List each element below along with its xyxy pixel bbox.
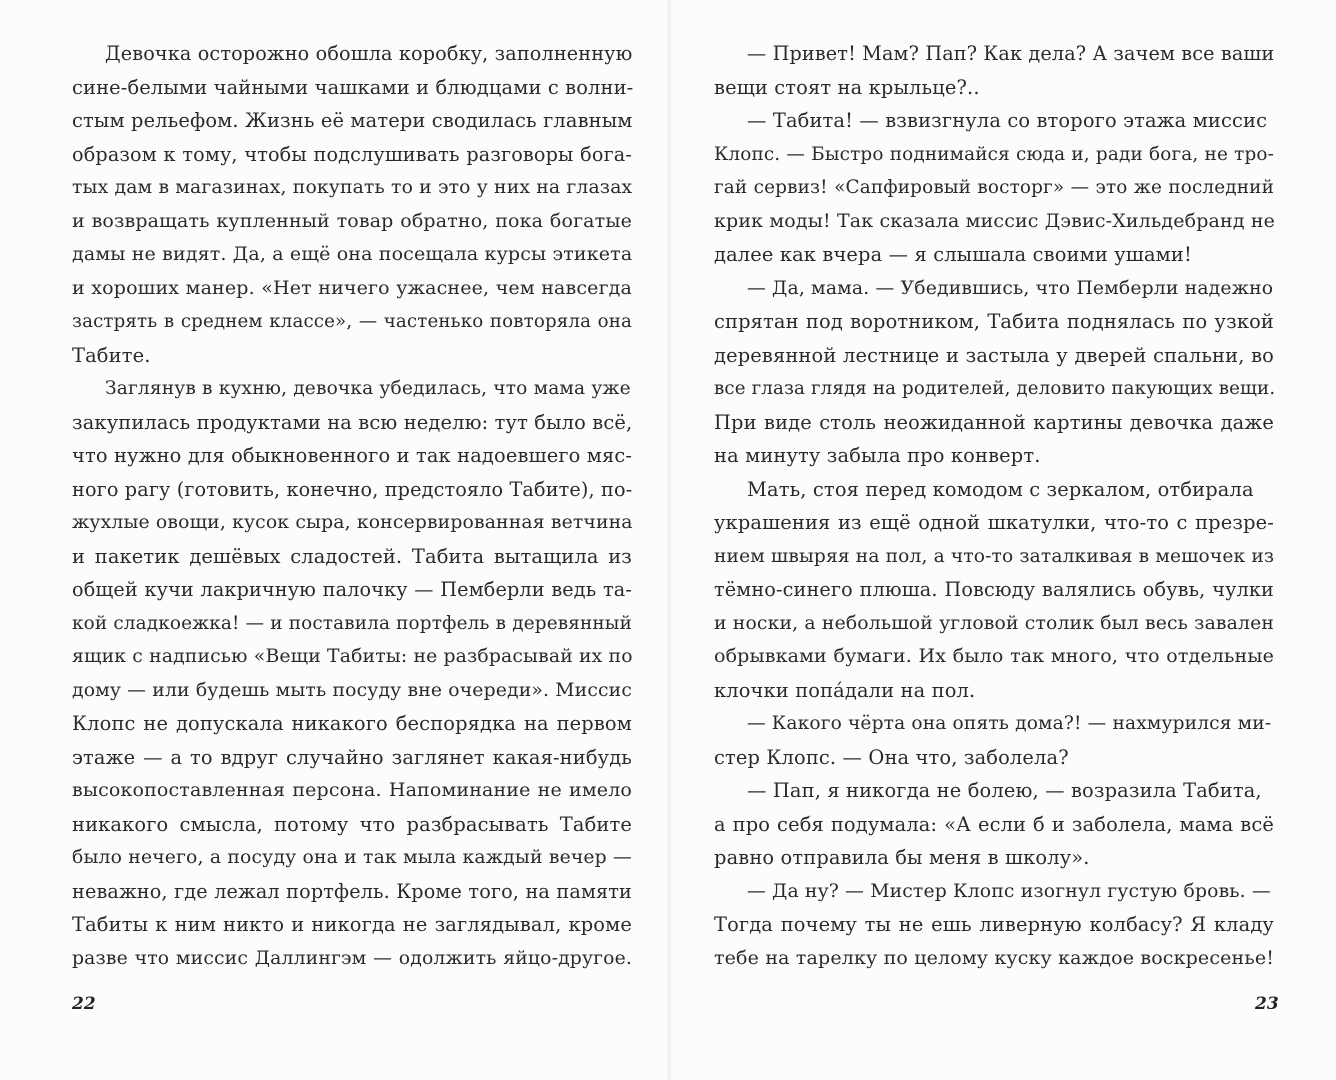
text-line: Мать, стоя перед комодом с зеркалом, отбирала xyxy=(747,477,1254,501)
text-line: а про себя подумала: «А если б и заболела, мама всё xyxy=(714,812,1274,836)
text-line: образом к тому, чтобы подслушивать разговоры бога- xyxy=(72,142,632,166)
text-line: было нечего, а посуду она и так мыла каждый вечер — xyxy=(72,847,632,868)
text-line: Девочка осторожно обошла коробку, заполненную xyxy=(105,42,633,65)
text-line: — Какого чёрта она опять дома?! — нахмурился ми- xyxy=(747,713,1272,734)
text-line: никакого смысла, потому что разбрасывать Табите xyxy=(72,812,632,836)
text-line: стер Клопс. — Она что, заболела? xyxy=(714,745,1069,769)
text-line: и хороших манер. «Нет ничего ужаснее, чем навсегда xyxy=(72,276,632,299)
page-number-right: 23 xyxy=(1255,994,1279,1014)
text-line: далее как вчера — я слышала своими ушами! xyxy=(714,243,1192,266)
page-number-left: 22 xyxy=(72,994,96,1014)
text-line: гай сервиз! «Сапфировый восторг» — это же последний xyxy=(714,177,1274,198)
text-line: общей кучи лакричную палочку — Пемберли ведь та- xyxy=(72,578,632,601)
text-line: — Табита! — взвизгнула со второго этажа миссис xyxy=(747,109,1268,132)
text-line: жухлые овощи, кусок сыра, консервированная ветчина xyxy=(72,512,633,533)
text-line: на минуту забыла про конверт. xyxy=(714,444,1041,467)
text-line: разве что миссис Даллингэм — одолжить яйцо-другое. xyxy=(72,947,632,969)
text-line: тых дам в магазинах, покупать то и это у них на глазах xyxy=(72,177,633,198)
text-line: неважно, где лежал портфель. Кроме того, на памяти xyxy=(72,879,632,903)
text-line: спрятан под воротником, Табита поднялась по узкой xyxy=(714,310,1274,333)
text-line: сине-белыми чайными чашками и блюдцами с волни- xyxy=(72,75,634,99)
text-line: этаже — а то вдруг случайно заглянет какая-нибудь xyxy=(72,745,632,769)
text-line: обрывками бумаги. Их было так много, что отдельные xyxy=(714,645,1274,667)
text-line: стым рельефом. Жизнь её матери сводилась главным xyxy=(72,109,633,132)
text-line: дамы не видят. Да, а ещё она посещала курсы этикета xyxy=(72,243,633,265)
text-line: Заглянув в кухню, девочка убедилась, что мама уже xyxy=(105,378,631,399)
text-line: тебе на тарелку по целому куску каждое воскресенье! xyxy=(714,946,1274,969)
text-line: клочки попа́дали на пол. xyxy=(714,678,976,702)
text-line: закупилась продуктами на всю неделю: тут было всё, xyxy=(72,410,633,434)
text-line: Тогда почему ты не ешь ливерную колбасу? Я кладу xyxy=(714,913,1274,936)
text-line: и возвращать купленный товар обратно, пока богатые xyxy=(72,209,632,232)
right-page xyxy=(714,37,1274,975)
text-line: ящик с надписью «Вещи Табиты: не разбрасывай их по xyxy=(72,646,633,667)
text-line: ного рагу (готовить, конечно, предстояло Табите), по- xyxy=(72,477,633,501)
text-line: Клопс не допускала никакого беспорядка на первом xyxy=(72,712,632,735)
text-line: — Привет! Мам? Пап? Как дела? А зачем все ваши xyxy=(747,42,1275,65)
book-gutter xyxy=(666,0,672,1080)
text-line: украшения из ещё одной шкатулки, что-то с презре- xyxy=(714,511,1274,534)
text-line: крик моды! Так сказала миссис Дэвис-Хильдебранд не xyxy=(714,209,1276,232)
text-line: застрять в среднем классе», — частенько повторяла она xyxy=(72,311,632,332)
text-line: нием швыряя на пол, а что-то заталкивая в мешочек из xyxy=(714,545,1275,567)
text-line: Табите. xyxy=(72,343,151,367)
text-line: и пакетик дешёвых сладостей. Табита вытащила из xyxy=(72,544,632,568)
left-page xyxy=(72,37,632,975)
text-line: дому — или будешь мыть посуду вне очереди». Миссис xyxy=(72,679,632,701)
text-line: и носки, а небольшой угловой столик был весь завален xyxy=(714,612,1274,634)
text-line: деревянной лестнице и застыла у дверей спальни, во xyxy=(714,343,1274,367)
text-line: При виде столь неожиданной картины девочка даже xyxy=(714,410,1274,434)
text-line: Клопс. — Быстро поднимайся сюда и, ради бога, не тро- xyxy=(714,143,1274,165)
text-line: равно отправила бы меня в школу». xyxy=(714,846,1090,869)
text-line: тёмно-синего плюша. Повсюду валялись обувь, чулки xyxy=(714,578,1274,601)
text-line: вещи стоят на крыльце?.. xyxy=(714,75,980,99)
text-line: — Да, мама. — Убедившись, что Пемберли надежно xyxy=(747,277,1274,299)
text-line: все глаза глядя на родителей, деловито пакующих вещи. xyxy=(714,378,1276,399)
text-line: кой сладкоежка! — и поставила портфель в деревянный xyxy=(72,612,632,634)
text-line: Табиты к ним никто и никогда не заглядывал, кроме xyxy=(72,913,632,936)
text-line: — Пап, я никогда не болею, — возразила Табита, xyxy=(747,779,1262,802)
text-line: что нужно для обыкновенного и так надоевшего мяс- xyxy=(72,444,633,467)
text-line: высокопоставленная персона. Напоминание не имело xyxy=(72,779,632,801)
text-line: — Да ну? — Мистер Клопс изогнул густую бровь. — xyxy=(747,880,1271,902)
